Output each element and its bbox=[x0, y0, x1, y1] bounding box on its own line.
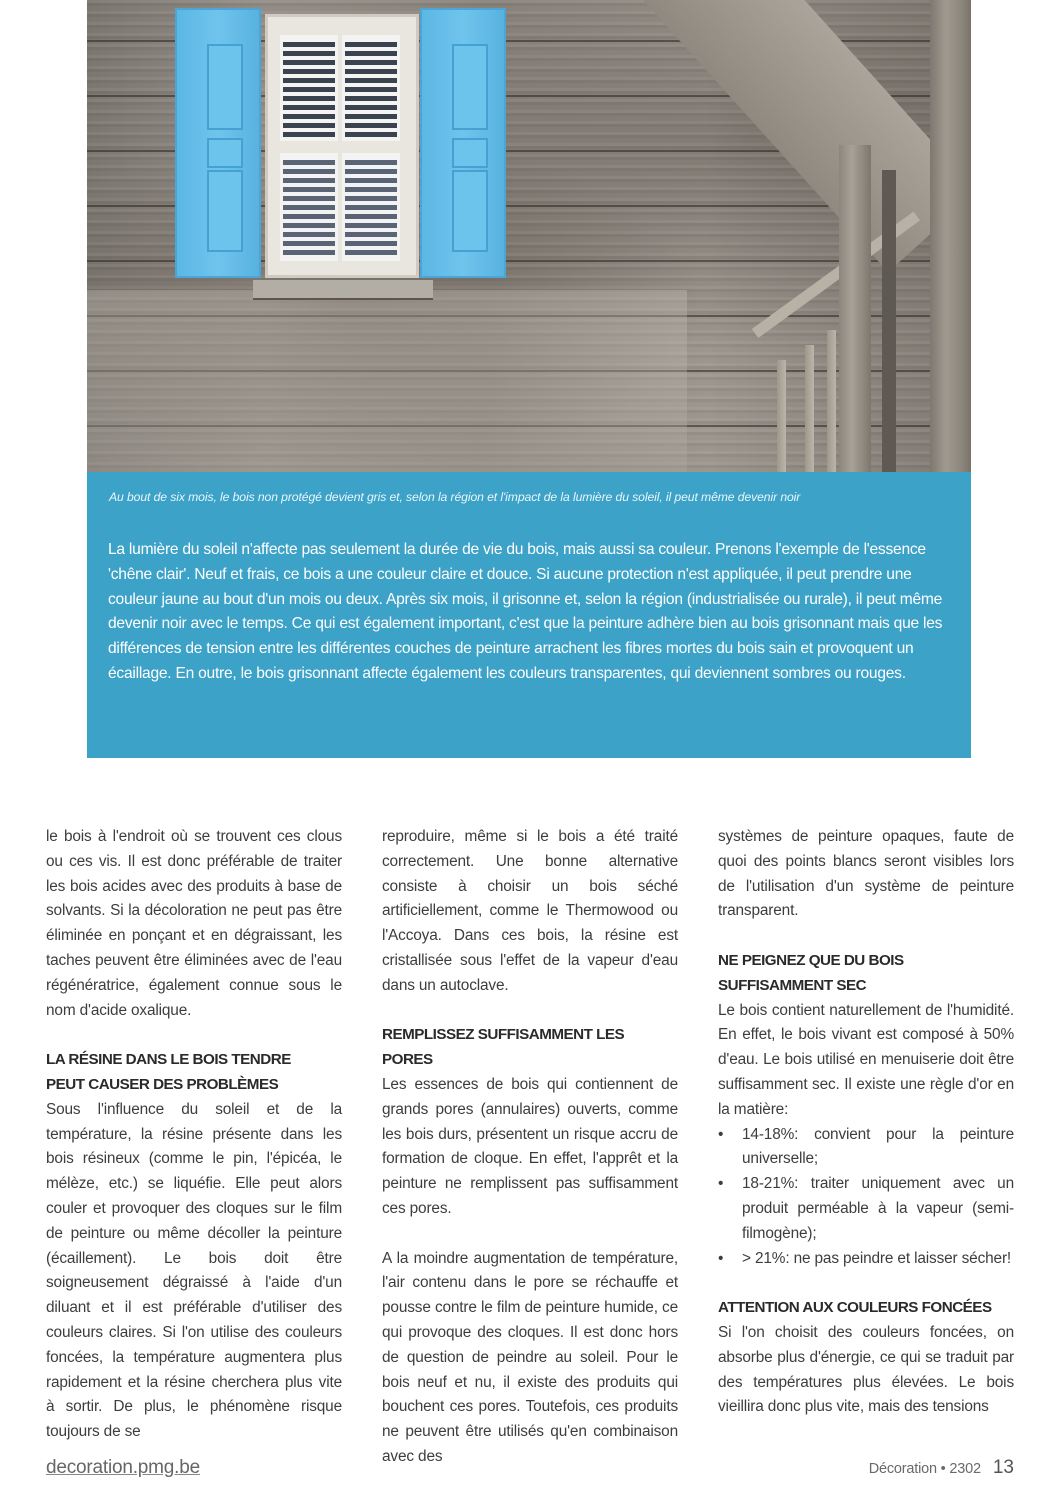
text-column-3 bbox=[718, 825, 1014, 1420]
page-number: 13 bbox=[992, 1457, 1014, 1478]
porch-column bbox=[930, 0, 971, 472]
bullet-icon: • bbox=[718, 1249, 724, 1267]
stair-post bbox=[839, 145, 871, 472]
bullet-icon: • bbox=[718, 1125, 724, 1143]
section-heading-dry-wood bbox=[718, 949, 1014, 999]
right-blue-shutter bbox=[420, 8, 506, 278]
weathered-wall-area bbox=[87, 290, 687, 472]
text-column-1 bbox=[46, 825, 342, 1445]
heading-line: NE PEIGNEZ QUE DU BOIS bbox=[718, 951, 904, 969]
bullet-icon: • bbox=[718, 1175, 724, 1193]
white-sash-window bbox=[265, 14, 419, 278]
list-item: • 14-18%: convient pour la peinture universelle; bbox=[718, 1123, 1014, 1173]
body-paragraph: Sous l'influence du soleil et de la température, la résine présente dans les bois résineux (comme le pin, l'épicéa, le mélèze, etc.) se liquéfie. Elle peut alors couler et provoquer des cloques sur le film de peinture ou même décoller la peinture (écaillement). Le bois doit être soigneusement dégraissé à l'aide d'un diluant et il est préférable d'utiliser des couleurs claires. Si l'on utilise des couleurs foncées, la température augmentera plus rapidement et la résine cherchera plus vite à sortir. De plus, le phénomène risque toujours de se bbox=[46, 1100, 342, 1441]
body-paragraph: Les essences de bois qui contiennent de grands pores (annulaires) ouverts, comme les bois durs, présentent un risque accru de formation de cloque. En effet, l'apprêt et la peinture ne remplissent pas suffisamment ces pores. bbox=[382, 1075, 678, 1217]
page-footer bbox=[869, 1457, 1014, 1479]
section-heading-dark-colors: ATTENTION AUX COULEURS FONCÉES bbox=[718, 1299, 992, 1317]
section-heading-pores: REMPLISSEZ SUFFISAMMENT LES PORES bbox=[382, 1026, 625, 1069]
stair-post-shadow bbox=[882, 170, 896, 472]
body-paragraph: Le bois contient naturellement de l'humidité. En effet, le bois vivant est composé à 50% d'eau. Le bois utilisé en menuiserie doit être suffisamment sec. Il existe une règle d'or en la matière: bbox=[718, 1001, 1014, 1118]
section-heading-resin bbox=[46, 1048, 342, 1098]
body-paragraph: le bois à l'endroit où se trouvent ces clous ou ces vis. Il est donc préférable de traiter les bois acides avec des produits à base de solvants. Si la décoloration ne peut pas être éliminée en ponçant et en dégraissant, les taches peuvent être éliminées avec de l'eau régénératrice, également connue sous le nom d'acide oxalique. bbox=[46, 828, 342, 1019]
website-link[interactable]: decoration.pmg.be bbox=[46, 1457, 200, 1478]
list-item: • 18-21%: traiter uniquement avec un produit perméable à la vapeur (semi-filmogène); bbox=[718, 1172, 1014, 1246]
body-paragraph: Si l'on choisit des couleurs foncées, on absorbe plus d'énergie, ce qui se traduit par des températures plus élevées. Le bois vieillira donc plus vite, mais des tensions bbox=[718, 1323, 1014, 1416]
body-paragraph: reproduire, même si le bois a été traité correctement. Une bonne alternative consiste à choisir un bois séché artificiellement, comme le Thermowood ou l'Accoya. Dans ces bois, la résine est cristallisée sous l'effet de la vapeur d'eau dans un autoclave. bbox=[382, 828, 678, 994]
stair-baluster bbox=[805, 345, 814, 472]
left-blue-shutter bbox=[175, 8, 261, 278]
heading-line: LA RÉSINE DANS LE BOIS TENDRE bbox=[46, 1051, 291, 1069]
body-paragraph: A la moindre augmentation de température, l'air contenu dans le pore se réchauffe et pousse contre le film de peinture humide, ce qui provoque des cloques. Il est donc hors de question de peindre au soleil. Pour le bois neuf et nu, il existe des produits qui bouchent ces pores. Toutefois, ces produits ne peuvent être utilisés qu'en combinaison avec des bbox=[382, 1249, 678, 1465]
stair-baluster bbox=[827, 330, 836, 472]
list-item: • > 21%: ne pas peindre et laisser sécher! bbox=[718, 1247, 1014, 1272]
intro-box bbox=[87, 472, 971, 758]
article-photo bbox=[87, 0, 971, 472]
body-paragraph: systèmes de peinture opaques, faute de quoi des points blancs seront visibles lors de l'utilisation d'un système de peinture transparent. bbox=[718, 828, 1014, 920]
stair-baluster bbox=[777, 360, 786, 472]
heading-line: SUFFISAMMENT SEC bbox=[718, 976, 867, 994]
issue-label: Décoration • 2302 bbox=[868, 1461, 981, 1477]
intro-paragraph: La lumière du soleil n'affecte pas seulement la durée de vie du bois, mais aussi sa couleur. Prenons l'exemple de l'essence 'chêne clair'. Neuf et frais, ce bois a une couleur claire et douce. Si aucune protection n'est appliquée, il peut prendre une couleur jaune au bout d'un mois ou deux. Après six mois, il grisonne et, selon la région (industrialisée ou rurale), il peut même devenir noir avec le temps. Ce qui est également important, c'est que la peinture adhère bien au bois grisonnant mais que les différences de tension entre les différentes couches de peinture arrachent les fibres mortes du bois sain et provoquent un écaillage. En outre, le bois grisonnant affecte également les couleurs transparentes, qui deviennent sombres ou rouges. bbox=[108, 541, 943, 682]
window-sill bbox=[253, 280, 433, 300]
text-column-2 bbox=[382, 825, 678, 1470]
heading-line: PEUT CAUSER DES PROBLÈMES bbox=[46, 1075, 279, 1093]
moisture-rule-list bbox=[718, 1123, 1014, 1272]
photo-caption: Au bout de six mois, le bois non protégé devient gris et, selon la région et l'impact de la lumière du soleil, il peut même devenir noir bbox=[109, 490, 801, 504]
